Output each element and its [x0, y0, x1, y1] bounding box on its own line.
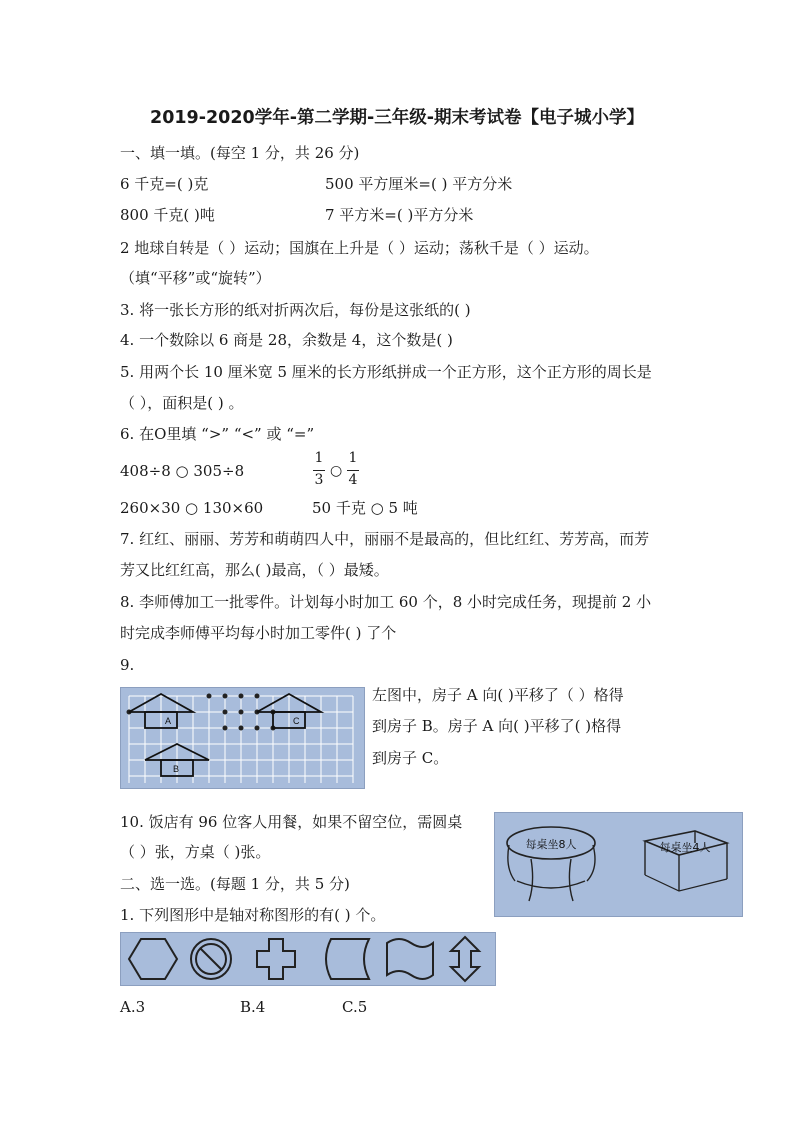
question-1a: 6 千克=( )克 [120, 175, 209, 193]
question-7a: 7. 红红、丽丽、芳芳和萌萌四人中，丽丽不是最高的，但比红红、芳芳高，而芳 [120, 530, 650, 548]
fraction-numerator-1: 1 [314, 450, 324, 466]
question-5a: 5. 用两个长 10 厘米宽 5 厘米的长方形纸拼成一个正方形，这个正方形的周长是 [120, 363, 652, 381]
fraction-denominator-1: 3 [314, 472, 324, 488]
cross-icon [257, 939, 295, 979]
house-a-label: A [165, 716, 172, 726]
double-arrow-icon [451, 937, 479, 981]
option-b: B.4 [240, 998, 266, 1016]
question-3: 3. 将一张长方形的纸对折两次后，每份是这张纸的( ) [120, 301, 471, 319]
question-10b: （ ）张，方桌（ )张。 [120, 843, 271, 861]
exam-title: 2019-2020学年-第二学期-三年级-期末考试卷【电子城小学】 [150, 108, 644, 128]
tables-figure [494, 812, 743, 917]
curved-rect-icon [326, 939, 369, 979]
shapes-strip [120, 932, 496, 986]
question-2a: 2 地球自转是（ ）运动；国旗在上升是（ ）运动；荡秋千是（ ）运动。 [120, 239, 599, 257]
question-6c: 260×30 ○ 130×60 [120, 499, 264, 517]
question-9-line3: 到房子 C。 [372, 749, 449, 767]
option-a: A.3 [120, 998, 146, 1016]
shapes-svg [121, 933, 495, 985]
question-6a: 408÷8 ○ 305÷8 [120, 462, 245, 480]
fraction-numerator-2: 1 [348, 450, 358, 466]
question-9: 9. [120, 656, 135, 674]
question-6d: 50 千克 ○ 5 吨 [312, 499, 418, 517]
question-2b: （填“平移”或“旋转”） [120, 269, 271, 287]
section2-question-1: 1. 下列图形中是轴对称图形的有( ) 个。 [120, 906, 386, 924]
question-1b: 500 平方厘米=( ) 平方分米 [325, 175, 513, 193]
question-8a: 8. 李师傅加工一批零件。计划每小时加工 60 个，8 小时完成任务，现提前 2 小 [120, 593, 652, 611]
question-8b: 时完成李师傅平均每小时加工零件( ) 了个 [120, 624, 397, 642]
section1-heading: 一、填一填。(每空 1 分，共 26 分) [120, 144, 360, 162]
question-9-line2: 到房子 B。房子 A 向( )平移了( )格得 [372, 717, 622, 735]
fraction-denominator-2: 4 [348, 472, 358, 488]
question-10a: 10. 饭店有 96 位客人用餐，如果不留空位，需圆桌 [120, 813, 463, 831]
house-b-label: B [173, 764, 180, 774]
round-table-label: 每桌坐8人 [525, 838, 577, 851]
hexagon-icon [129, 939, 177, 979]
no-sign-icon [191, 939, 231, 979]
question-6: 6. 在O里填 “>” “<” 或 “=” [120, 425, 315, 443]
question-4: 4. 一个数除以 6 商是 28，余数是 4，这个数是( ) [120, 331, 453, 349]
question-1c: 800 千克( )吨 [120, 206, 215, 224]
option-c: C.5 [342, 998, 368, 1016]
flag-icon [387, 939, 433, 979]
question-5b: （ ），面积是( ) 。 [120, 394, 244, 412]
house-c-label: C [293, 716, 300, 726]
house-grid-figure [120, 687, 365, 789]
compare-circle: ○ [330, 463, 343, 479]
fraction-bar-2 [347, 470, 359, 471]
square-table-label: 每桌坐4人 [659, 841, 711, 854]
question-7b: 芳又比红红高，那么( )最高，（ ）最矮。 [120, 561, 389, 579]
section2-heading: 二、选一选。(每题 1 分，共 5 分) [120, 875, 350, 893]
tables-svg [495, 813, 742, 916]
question-1d: 7 平方米=( )平方分米 [325, 206, 474, 224]
fraction-bar-1 [313, 470, 325, 471]
house-grid-svg [121, 688, 364, 788]
question-9-line1: 左图中，房子 A 向( )平移了（ ）格得 [372, 686, 624, 704]
